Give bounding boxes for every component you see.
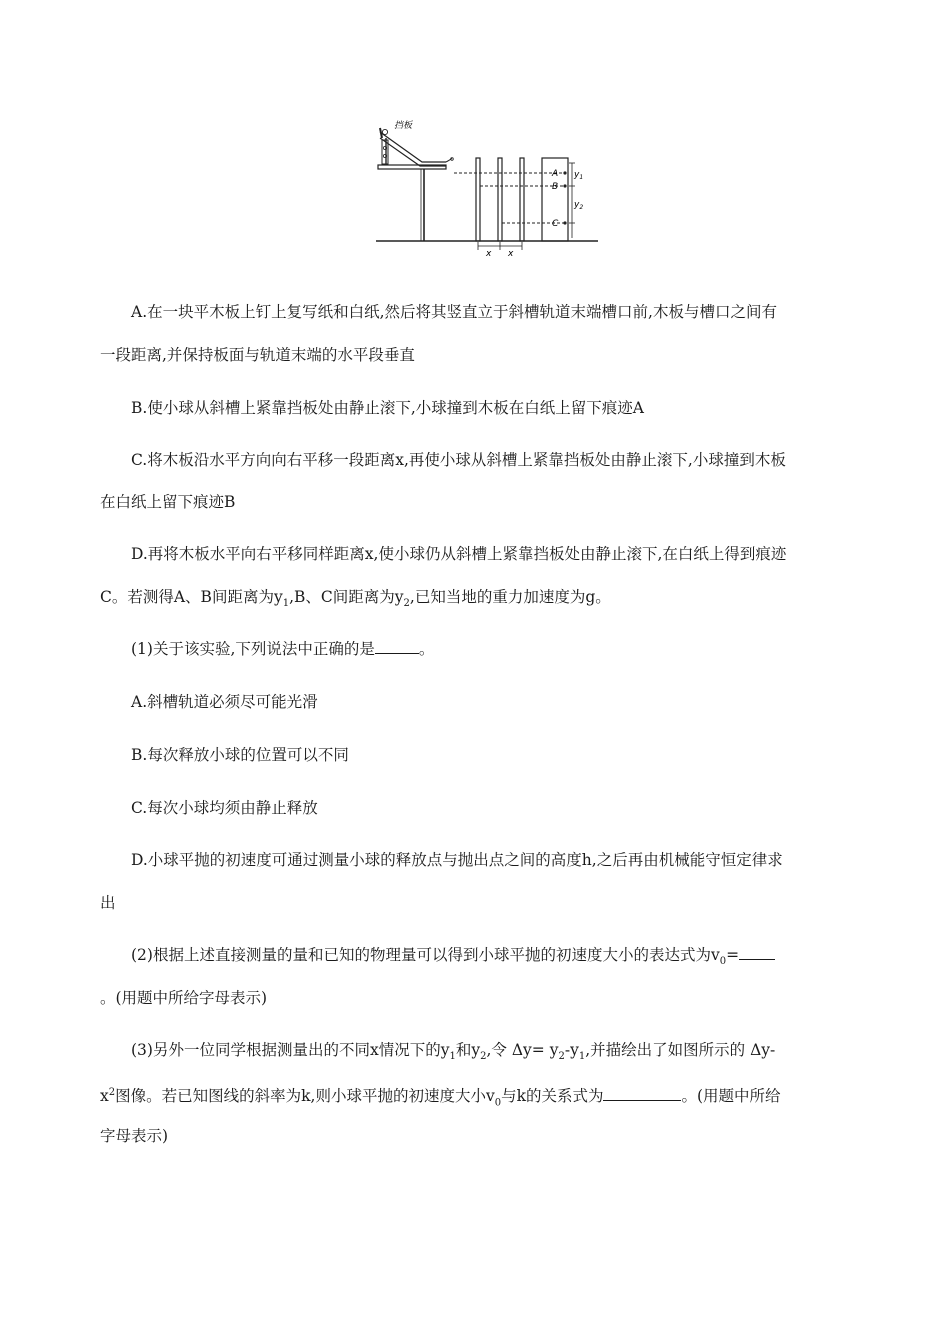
q3-answer-blank[interactable]: [603, 1084, 681, 1101]
label-y1: $y_1$: [574, 170, 584, 181]
q3-line3: 字母表示): [100, 1127, 169, 1145]
experiment-figure: [372, 118, 602, 260]
q1-answer-blank[interactable]: [375, 637, 419, 654]
q1-option-d-line1: D.小球平抛的初速度可通过测量小球的释放点与抛出点之间的高度h,之后再由机械能守恒定律求: [131, 851, 783, 869]
q2-line2: 。(用题中所给字母表示): [100, 989, 268, 1007]
label-x1: x: [486, 249, 492, 259]
q2-answer-blank[interactable]: [739, 943, 775, 960]
inclined-chute: [380, 132, 446, 166]
label-c: C: [552, 219, 559, 229]
step-d-line2: C。若测得A、B间距离为$y_1,B$、C间距离为$y_2$,已知当地的重力加速度为g。: [100, 588, 611, 610]
q1-option-a: A.斜槽轨道必须尽可能光滑: [131, 693, 318, 711]
baffle-label: 挡板: [394, 121, 413, 131]
mark-c: [563, 221, 566, 224]
q2-line1: (2)根据上述直接测量的量和已知的物理量可以得到小球平抛的初速度大小的表达式为$v_0=$: [100, 933, 852, 984]
mark-b: [563, 184, 566, 187]
step-d-line1: D.再将木板水平向右平移同样距离x,使小球仍从斜槽上紧靠挡板处由静止滚下,在白纸上得到痕迹: [131, 545, 787, 563]
board-2: [498, 158, 502, 241]
step-a-line1: A.在一块平木板上钉上复写纸和白纸,然后将其竖直立于斜槽轨道末端槽口前,木板与槽口之间有: [131, 303, 777, 321]
step-a-line2: 一段距离,并保持板面与轨道末端的水平段垂直: [100, 346, 415, 364]
step-c-line1: C.将木板沿水平方向向右平移一段距离x,再使小球从斜槽上紧靠挡板处由静止滚下,小球撞到木板: [131, 451, 786, 469]
step-b: B.使小球从斜槽上紧靠挡板处由静止滚下,小球撞到木板在白纸上留下痕迹A: [131, 399, 644, 417]
step-c-line2: 在白纸上留下痕迹B: [100, 493, 236, 511]
baffle: [380, 128, 382, 138]
board-1: [476, 158, 480, 241]
q1-stem: (1)关于该实验,下列说法中正确的是 。: [100, 627, 852, 671]
q1-option-c: C.每次小球均须由静止释放: [131, 799, 318, 817]
label-b: B: [552, 182, 559, 192]
q1-option-d-line2: 出: [100, 894, 116, 912]
label-x2: x: [508, 249, 514, 259]
label-y2: $y_2$: [574, 200, 584, 211]
label-a: A: [552, 169, 559, 179]
q3-line2: $x^2$图像。若已知图线的斜率为k,则小球平抛的初速度大小$v_0$与k的关系式为 。(用题中所给: [100, 1071, 852, 1125]
q1-option-b: B.每次释放小球的位置可以不同: [131, 746, 349, 764]
mark-a: [563, 171, 566, 174]
board-3: [520, 158, 524, 241]
q3-line1: (3)另外一位同学根据测量出的不同x情况下的$y_1$和$y_2$,令 $\Delta y= y_2-y_1$,并描绘出了如图所示的 Δy-: [131, 1041, 776, 1063]
